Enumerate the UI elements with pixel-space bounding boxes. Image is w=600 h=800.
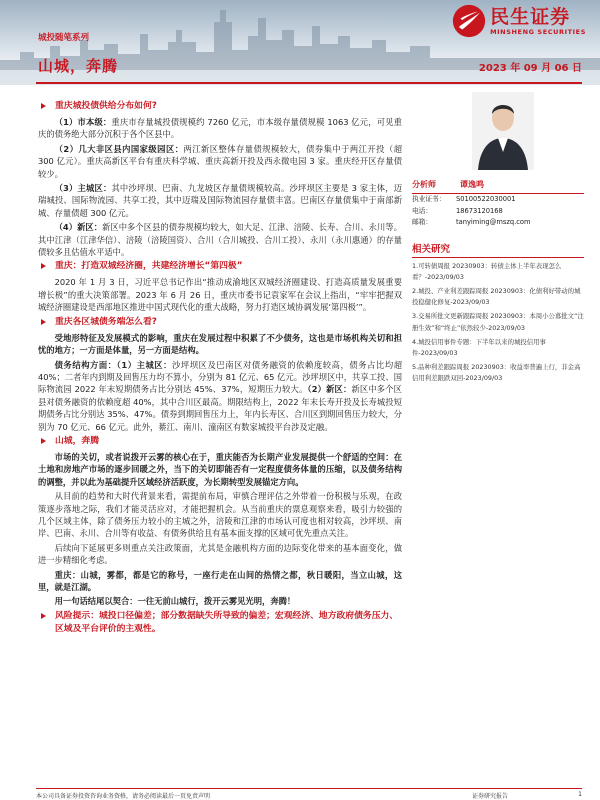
- section-heading: [38, 435, 402, 448]
- body-paragraph: [38, 276, 402, 313]
- body-paragraph: [38, 451, 402, 488]
- section-heading-text: 风险提示：城投口径偏差；部分数据缺失所导致的偏差；宏观经济、地方政府债务压力、区域及平台评价的主观性。: [55, 610, 399, 634]
- body-paragraph: [38, 569, 402, 594]
- minsheng-logo: [452, 4, 586, 38]
- body-paragraph: [38, 332, 402, 357]
- analyst-license-row: 执业证书： S0100522030001: [412, 195, 516, 203]
- section-heading-text: 山城，奔腾: [55, 435, 99, 446]
- emphasis-text: 重庆：山城，雾都，都是它的称号，一座行走在山间的热情之都，秋日暖阳，当立山城，这里，就是江湖。: [38, 569, 402, 592]
- analyst-email-link[interactable]: tanyiming@mszq.com: [456, 218, 531, 226]
- analyst-email-row: 邮箱： tanyiming@mszq.com: [412, 217, 584, 229]
- section-heading-text: 重庆各区城债务端怎么看?: [55, 316, 157, 327]
- section-heading-text: 重庆城投债供给分布如何?: [55, 101, 157, 111]
- paragraph-text: 重庆市存量城投债规模约 7260 亿元，市本级存量债规模 1063 亿元，可见重庆的债务绝大部分沉积于各个区县中。: [38, 117, 402, 140]
- page-number: 1: [578, 791, 582, 798]
- analyst-info: [412, 194, 584, 229]
- paragraph-text: 新区中多个区县对债务融资的依赖度超 40%，其中合川区最高。期限结构上，2022 年末长寿开投及长寿城投短期债务占比分别达 35%、47%。债券到期回售压力上，年内长寿区、合川区到期回售压力较大，分别为 70 亿元、66 亿元。此外，綦江、南川、潼南区有数家城投平台涉及定融。: [38, 384, 402, 432]
- paragraph-text: 两江新区整体存量债规模较大，债券集中于两江开投（超 300 亿元）。重庆高新区平台有重庆科学城、重庆高新开投及西永微电园 3 家。重庆经开区存量债较少。: [38, 143, 402, 179]
- logo-chinese-name: 民生证券: [490, 6, 571, 28]
- paragraph-text: 2020 年 1 月 3 日，习近平总书记作出“推动成渝地区双城经济圈建设、打造高质量发展重要增长极”的重大决策部署。2023 年 6 月 26 日，重庆市委书记袁家军在会议上指出，“牢牢把握双城经济圈建设是西部地区推进中国式现代化的重大战略，努力打造区域协调发展‘第四极’”。: [38, 277, 402, 313]
- related-research-item[interactable]: 4.城投信用事件专题：下半年以来的城投信用事件-2023/09/03: [412, 337, 546, 357]
- related-research-heading: 相关研究: [412, 241, 584, 258]
- arrow-bullet-icon: [41, 103, 46, 109]
- body-paragraph: [38, 182, 402, 219]
- related-research-item[interactable]: 3.交易所批文更新跟踪周报 20230903：本周小公募批文“注册生效”和“终止”依然较少-2023/09/03: [412, 312, 584, 332]
- body-paragraph: [38, 221, 402, 258]
- analyst-photo: [472, 92, 534, 170]
- analyst-header: [412, 179, 584, 194]
- emphasis-text: （4）新区：: [54, 222, 103, 233]
- paragraph-text: 其中沙坪坝、巴南、九龙坡区存量债规模较高。沙坪坝区主要是 3 家主体，迈瑞城投、国际物流园、共享工投，其中迈瑞及国际物流园存量债丰富。巴南区存量债集中于南部新城、存量债超 300 亿元。: [38, 183, 402, 218]
- report-header: [0, 0, 600, 85]
- arrow-bullet-icon: [41, 263, 46, 269]
- emphasis-text: 市场的关切，或者说拨开云雾的核心在于，重庆能否为长期产业发展提供一个舒适的空间：在土地和房地产市场的逐步回暖之外，当下的关切即能否有一定程度债务体量的压缩，以及债务结构的调整，并以此为基础提升区域经济活跃度，为长期转型发展锚定方向。: [38, 451, 402, 487]
- analyst-name: 谭逸鸣: [460, 180, 484, 189]
- body-paragraph: [38, 143, 402, 180]
- paragraph-text: 后续向下延展更多则重点关注政策面，尤其是金融机构方面的边际变化带来的基本面变化，做进一步精细化考虑。: [38, 542, 402, 566]
- emphasis-text: 债务结构方面：（1）主城区：: [54, 359, 173, 370]
- related-research-item[interactable]: 1.可转债周报 20230903：转债主体上半年表现怎么看？-2023/09/03: [412, 261, 562, 281]
- emphasis-text: （2）几大非区县内国家级园区：: [54, 143, 184, 154]
- report-series: 城投随笔系列: [38, 33, 90, 43]
- report-title: 山城，奔腾: [38, 57, 119, 75]
- section-heading: [38, 316, 402, 329]
- arrow-bullet-icon: [41, 319, 46, 325]
- analyst-label: 分析师: [412, 180, 436, 189]
- related-research-item[interactable]: 5.品种利差跟踪周报 20230903：收益率普遍上行，非金高信用利差跟跌双回-2023/09/03: [412, 363, 581, 383]
- section-heading: [38, 100, 402, 113]
- section-heading-text: 重庆：打造双城经济圈，共建经济增长“第四极”: [55, 261, 243, 272]
- paragraph-text: 沙坪坝区及巴南区对债务融资的依赖度较高，债务占比均超 40%；二者年内到期及回售压力均不算小，分别为 81 亿元、65 亿元。沙坪坝区中，共享工投、国际物流园 2022 年末短期债务占比分别达 45%、37%，短期压力较大。: [38, 359, 402, 395]
- report-date: 2023 年 09 月 06 日: [478, 63, 582, 74]
- logo-english-name: MINSHENG SECURITIES: [490, 28, 586, 36]
- page-footer: [36, 788, 582, 800]
- related-research-item[interactable]: 2.城投、产业利差跟踪周报 20230903：化债利好带动的城投稳健化修复-2023/09/03: [412, 286, 581, 307]
- arrow-bullet-icon: [41, 613, 46, 619]
- report-body: [38, 98, 402, 639]
- emphasis-text: （2）新区：: [307, 384, 352, 395]
- related-research-list: [412, 261, 584, 385]
- emphasis-text: 用一句话结尾以契合：一往无前山城行，拨开云雾见光明，奔腾！: [54, 596, 296, 607]
- arrow-bullet-icon: [41, 438, 46, 444]
- report-type: 证券研究报告: [472, 793, 509, 800]
- emphasis-text: （3）主城区：: [54, 183, 112, 194]
- analyst-phone-row: 电话： 18673120168: [412, 206, 503, 215]
- section-heading: [38, 610, 402, 636]
- body-paragraph: [38, 490, 402, 540]
- disclaimer-note: 本公司具备证券投资咨询业务资格，请务必阅读最后一页免责声明: [36, 793, 211, 800]
- body-paragraph: [38, 116, 402, 141]
- paragraph-text: 从目前的趋势和大时代背景来看，需提前布局，审慎合理评估之外带着一份积极与乐观，在政策逐步落地之际，我们才能灵活应对，才能把握机会。从当前重庆的票息观察来看，吸引力较强的几个区域主体，除了债务压力较小的主城之外，涪陵和江津的市场认可度也相对较高，沙坪坝、南岸、巴南、永川、合川等有收益、有债务供给且有基本面支撑的区域可优先重点关注。: [38, 491, 402, 539]
- section-heading: [38, 260, 402, 273]
- minsheng-logo-icon: [452, 4, 486, 38]
- emphasis-text: 受地形特征及发展模式的影响，重庆在发展过程中积累了不少债务，这也是市场机构关切和担忧的地方；一方面是体量，另一方面是结构。: [38, 332, 402, 356]
- emphasis-text: （1）市本级：: [54, 117, 112, 127]
- paragraph-text: 新区中多个区县的债券规模均较大，如大足、江津、涪陵、长寿、合川、永川等。其中江津（江津华信）、涪陵（涪陵国资）、合川（合川城投、合川工投）、永川（永川惠通）的存量债较多且估值水平适中。: [38, 222, 402, 258]
- body-paragraph: [38, 359, 402, 433]
- sidebar: [412, 92, 584, 385]
- body-paragraph: [38, 542, 402, 567]
- body-paragraph: [38, 595, 402, 607]
- header-divider: [36, 82, 582, 84]
